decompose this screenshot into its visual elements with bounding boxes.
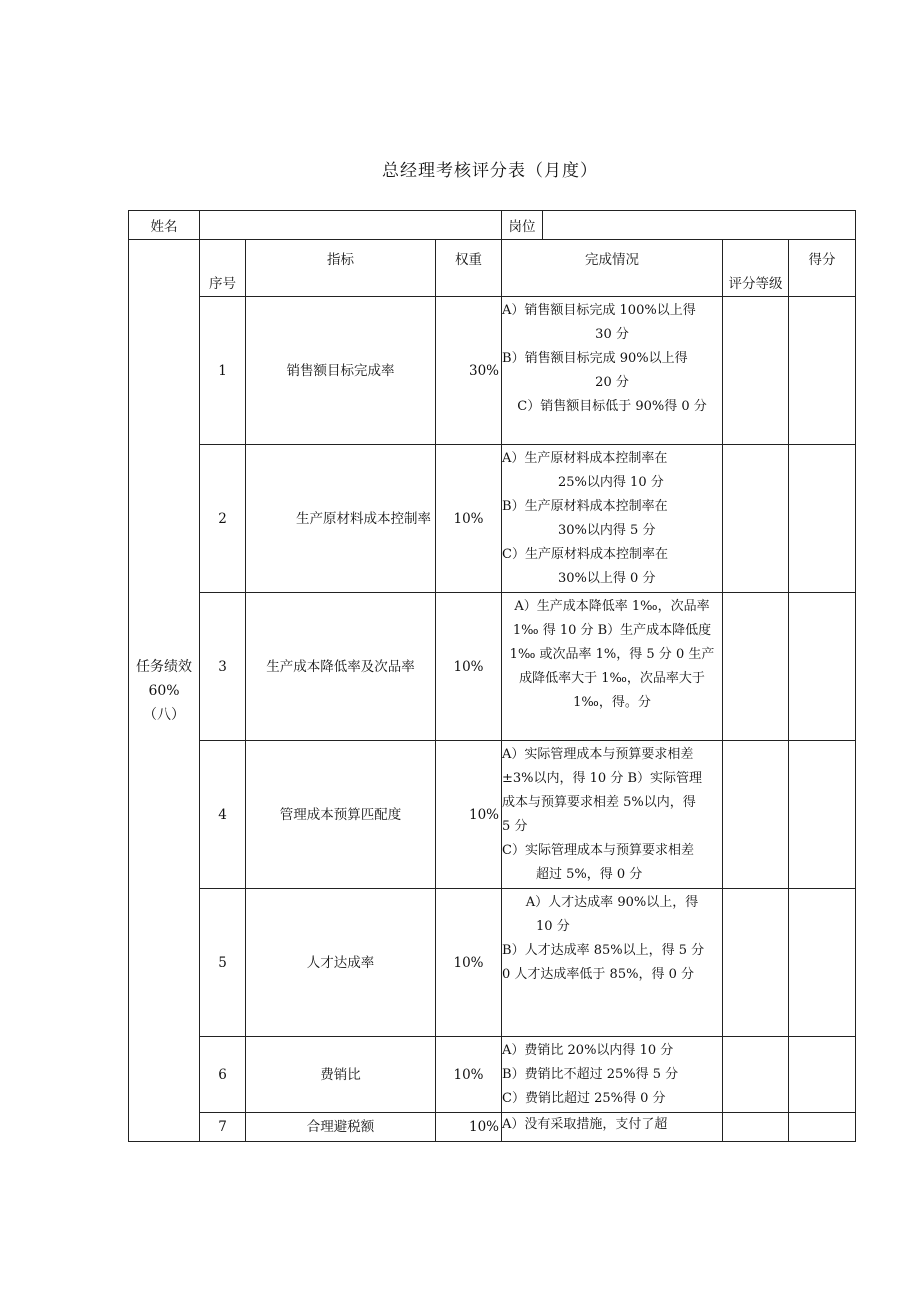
criteria-line: C）销售额目标低于 90%得 0 分: [517, 399, 707, 414]
row-score[interactable]: [789, 889, 856, 1037]
criteria-line: A）销售额目标完成 100%以上得: [502, 303, 696, 318]
criteria-line: C）费销比超过 25%得 0 分: [502, 1091, 666, 1106]
criteria-line: A）没有采取措施，支付了超: [502, 1117, 668, 1132]
row-criteria: [502, 593, 723, 741]
category-weight: 60%: [148, 682, 180, 699]
col-weight-header: 权重: [436, 240, 502, 297]
criteria-line: A）实际管理成本与预算要求相差: [502, 747, 694, 762]
category-code: （八）: [143, 706, 185, 723]
header-row: [129, 211, 856, 240]
row-score[interactable]: [789, 741, 856, 889]
row-seq: 7: [200, 1113, 246, 1142]
table-row: [129, 593, 856, 741]
row-grade[interactable]: [723, 741, 789, 889]
column-header-row: [129, 240, 856, 297]
criteria-line: 30%以内得 5 分: [558, 523, 656, 538]
row-criteria: [502, 297, 723, 445]
criteria-line: 30%以上得 0 分: [558, 571, 656, 586]
criteria-line: B）销售额目标完成 90%以上得: [502, 351, 688, 366]
col-indicator-header: 指标: [246, 240, 436, 297]
row-weight: 10%: [436, 1037, 502, 1113]
row-score[interactable]: [789, 1113, 856, 1142]
row-seq: 5: [200, 889, 246, 1037]
row-indicator: 人才达成率: [246, 889, 436, 1037]
table-row: [129, 445, 856, 593]
criteria-line: 20 分: [595, 375, 629, 390]
row-indicator: 生产原材料成本控制率: [246, 445, 436, 593]
criteria-line: 10 分: [536, 919, 570, 934]
criteria-line: B）生产原材料成本控制率在: [502, 499, 668, 514]
criteria-line: 5 分: [502, 819, 528, 834]
name-label: 姓名: [129, 211, 200, 240]
row-criteria: [502, 741, 723, 889]
row-seq: 6: [200, 1037, 246, 1113]
row-grade[interactable]: [723, 889, 789, 1037]
table-row: [129, 297, 856, 445]
table-row: [129, 1113, 856, 1142]
criteria-line: C）生产原材料成本控制率在: [502, 547, 668, 562]
row-weight: 10%: [436, 889, 502, 1037]
criteria-line: C）实际管理成本与预算要求相差: [502, 843, 694, 858]
row-weight: 30%: [436, 297, 502, 445]
row-score[interactable]: [789, 593, 856, 741]
position-label: 岗位: [502, 211, 543, 240]
col-completion-header: 完成情况: [502, 240, 723, 297]
page-title: 总经理考核评分表（月度）: [382, 161, 598, 181]
criteria-line: B）费销比不超过 25%得 5 分: [502, 1067, 679, 1082]
category-cell: [129, 240, 200, 1142]
criteria-line: 1‰，得。分: [573, 695, 651, 710]
row-indicator: 生产成本降低率及次品率: [246, 593, 436, 741]
row-score[interactable]: [789, 445, 856, 593]
row-seq: 3: [200, 593, 246, 741]
criteria-line: 25%以内得 10 分: [558, 475, 664, 490]
row-weight: 10%: [436, 445, 502, 593]
row-indicator: 合理避税额: [246, 1113, 436, 1142]
criteria-line: A）人才达成率 90%以上，得: [525, 895, 699, 910]
row-score[interactable]: [789, 297, 856, 445]
criteria-line: A）费销比 20%以内得 10 分: [502, 1043, 674, 1058]
row-grade[interactable]: [723, 297, 789, 445]
col-grade-header: 评分等级: [723, 240, 789, 297]
row-indicator: 费销比: [246, 1037, 436, 1113]
row-grade[interactable]: [723, 593, 789, 741]
row-seq: 2: [200, 445, 246, 593]
criteria-line: 1‰ 得 10 分 B）生产成本降低度: [512, 623, 712, 638]
table-row: [129, 741, 856, 889]
row-seq: 4: [200, 741, 246, 889]
row-criteria: [502, 445, 723, 593]
position-field[interactable]: [543, 211, 856, 240]
criteria-line: 30 分: [595, 327, 629, 342]
criteria-line: 超过 5%，得 0 分: [536, 867, 643, 882]
row-indicator: 销售额目标完成率: [246, 297, 436, 445]
table-row: [129, 1037, 856, 1113]
row-seq: 1: [200, 297, 246, 445]
row-grade[interactable]: [723, 445, 789, 593]
criteria-line: 成降低率大于 1‰，次品率大于: [519, 671, 705, 686]
criteria-line: 1‰ 或次品率 1%，得 5 分 0 生产: [509, 647, 715, 662]
row-criteria: [502, 889, 723, 1037]
col-score-header: 得分: [789, 240, 856, 297]
row-criteria: [502, 1037, 723, 1113]
table-row: [129, 889, 856, 1037]
row-weight: 10%: [436, 741, 502, 889]
row-weight: 10%: [436, 593, 502, 741]
category-name: 任务绩效: [136, 658, 192, 675]
row-grade[interactable]: [723, 1037, 789, 1113]
row-criteria: [502, 1113, 723, 1142]
criteria-line: B）人才达成率 85%以上，得 5 分: [502, 943, 705, 958]
criteria-line: 成本与预算要求相差 5%以内，得: [502, 795, 696, 810]
row-grade[interactable]: [723, 1113, 789, 1142]
name-field[interactable]: [200, 211, 502, 240]
criteria-line: A）生产原材料成本控制率在: [502, 451, 668, 466]
row-score[interactable]: [789, 1037, 856, 1113]
evaluation-table: [128, 210, 856, 1142]
criteria-line: ±3%以内，得 10 分 B）实际管理: [502, 771, 703, 786]
criteria-line: 0 人才达成率低于 85%，得 0 分: [502, 967, 694, 982]
criteria-line: A）生产成本降低率 1‰，次品率: [514, 599, 710, 614]
row-indicator: 管理成本预算匹配度: [246, 741, 436, 889]
col-seq-header: 序号: [200, 240, 246, 297]
row-weight: 10%: [436, 1113, 502, 1142]
